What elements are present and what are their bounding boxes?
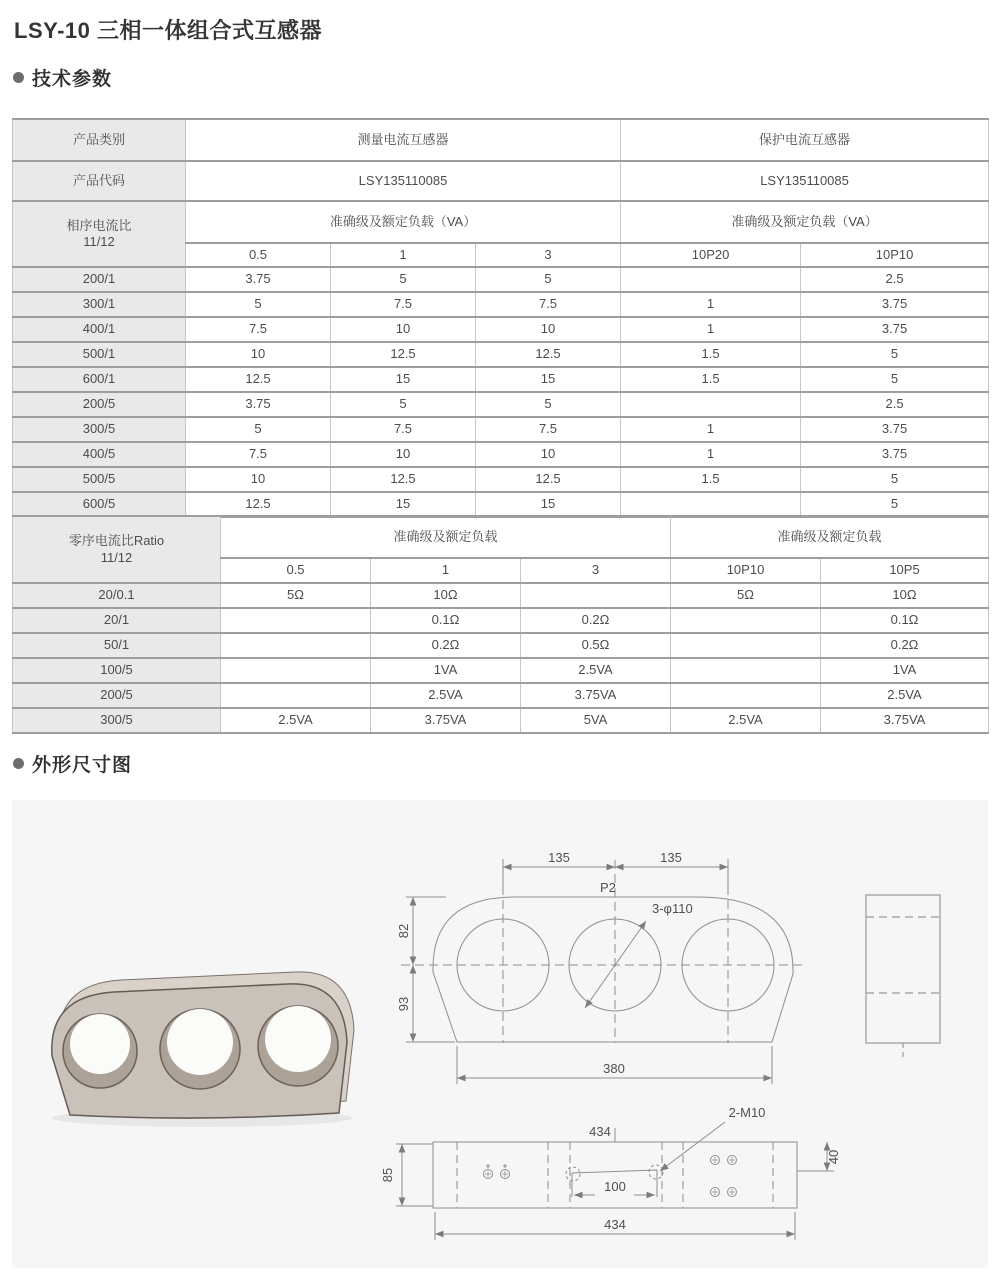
value-cell: 0.2Ω xyxy=(371,633,521,658)
code-protect-cell: LSY135110085 xyxy=(621,161,989,201)
burden-protect-cell: 准确级及额定负载 xyxy=(671,516,989,558)
value-cell: 3.75 xyxy=(186,392,331,417)
phase-ct-table xyxy=(12,118,989,518)
section-title-tech-params: 技术参数 xyxy=(32,69,113,90)
table-row xyxy=(13,683,989,708)
value-cell: 10 xyxy=(476,442,621,467)
value-cell: 5 xyxy=(186,417,331,442)
class-col-cell: 10P10 xyxy=(671,558,821,583)
value-cell: 2.5 xyxy=(801,392,989,417)
class-col-cell: 1 xyxy=(331,243,476,267)
value-cell: 1.5 xyxy=(621,467,801,492)
class-col-cell: 10P5 xyxy=(821,558,989,583)
value-cell: 2.5VA xyxy=(821,683,989,708)
page-title: LSY-10 三相一体组合式互感器 xyxy=(14,18,322,43)
value-cell: 1VA xyxy=(371,658,521,683)
ratio-header-cell xyxy=(13,201,186,267)
value-cell: 12.5 xyxy=(476,467,621,492)
value-cell xyxy=(671,608,821,633)
table-row-category xyxy=(13,119,989,161)
ratio-cell: 20/1 xyxy=(13,608,221,633)
value-cell: 10 xyxy=(331,442,476,467)
dimension-drawing xyxy=(12,800,988,1268)
value-cell: 5 xyxy=(801,342,989,367)
ratio-cell: 200/1 xyxy=(13,267,186,292)
code-measure-cell: LSY135110085 xyxy=(186,161,621,201)
label-2-m10: 2-M10 xyxy=(728,1105,766,1120)
class-col-cell: 3 xyxy=(521,558,671,583)
burden-measure-cell: 准确级及额定负载（VA） xyxy=(186,201,621,243)
class-col-cell: 10P20 xyxy=(621,243,801,267)
dim-434-bottom: 434 xyxy=(604,1217,626,1232)
value-cell: 10Ω xyxy=(371,583,521,608)
value-cell: 10 xyxy=(331,317,476,342)
value-cell: 7.5 xyxy=(331,417,476,442)
ratio-cell: 200/5 xyxy=(13,392,186,417)
section-bullet-icon xyxy=(13,758,24,769)
value-cell: 15 xyxy=(476,492,621,517)
phase-ct-table-wrap xyxy=(12,118,988,518)
ratio-header-cell xyxy=(13,516,221,583)
value-cell: 5 xyxy=(186,292,331,317)
burden-measure-cell: 准确级及额定负载 xyxy=(221,516,671,558)
table-row-burden-header xyxy=(13,516,989,558)
value-cell: 2.5VA xyxy=(221,708,371,733)
zero-seq-table xyxy=(12,515,989,734)
value-cell: 1 xyxy=(621,292,801,317)
value-cell: 3.75 xyxy=(801,317,989,342)
ratio-cell: 100/5 xyxy=(13,658,221,683)
product-hole xyxy=(63,1014,137,1088)
value-cell: 10 xyxy=(476,317,621,342)
class-col-cell: 3 xyxy=(476,243,621,267)
bottom-view-labels xyxy=(380,1105,841,1232)
value-cell xyxy=(221,683,371,708)
bottom-hidden-lines xyxy=(457,1142,773,1208)
value-cell: 5 xyxy=(801,367,989,392)
side-outline xyxy=(866,895,940,1043)
ratio-cell: 600/1 xyxy=(13,367,186,392)
value-cell xyxy=(621,392,801,417)
table-row xyxy=(13,467,989,492)
value-cell xyxy=(521,583,671,608)
section-bullet-icon xyxy=(13,72,24,83)
value-cell: 7.5 xyxy=(476,417,621,442)
ratio-header-line1: 相序电流比 xyxy=(66,217,132,233)
slot-hole-left xyxy=(566,1167,580,1181)
hole-crosses xyxy=(486,1164,507,1168)
side-view-drawing xyxy=(866,895,940,1058)
ratio-cell: 500/1 xyxy=(13,342,186,367)
value-cell: 7.5 xyxy=(186,317,331,342)
table-row xyxy=(13,342,989,367)
section-heading-dimensions xyxy=(13,750,132,777)
product-hole xyxy=(258,1006,338,1086)
ratio-cell: 600/5 xyxy=(13,492,186,517)
value-cell: 5 xyxy=(331,392,476,417)
value-cell: 10Ω xyxy=(821,583,989,608)
table-row-product-code xyxy=(13,161,989,201)
table-row xyxy=(13,492,989,517)
ratio-cell: 300/5 xyxy=(13,708,221,733)
ratio-cell: 200/5 xyxy=(13,683,221,708)
value-cell: 3.75VA xyxy=(371,708,521,733)
class-col-cell: 0.5 xyxy=(186,243,331,267)
dim-100: 100 xyxy=(604,1179,626,1194)
value-cell: 12.5 xyxy=(331,467,476,492)
class-col-cell: 10P10 xyxy=(801,243,989,267)
value-cell xyxy=(221,608,371,633)
value-cell: 3.75 xyxy=(801,442,989,467)
value-cell xyxy=(671,658,821,683)
value-cell: 2.5VA xyxy=(671,708,821,733)
value-cell: 15 xyxy=(476,367,621,392)
category-measure-cell: 测量电流互感器 xyxy=(186,119,621,161)
value-cell xyxy=(671,683,821,708)
value-cell xyxy=(221,658,371,683)
ratio-header-line1: 零序电流比Ratio xyxy=(68,533,165,549)
dim-82: 82 xyxy=(396,923,411,939)
table-row-burden-header xyxy=(13,201,989,243)
table-row xyxy=(13,417,989,442)
leader-bolts xyxy=(660,1122,725,1171)
product-hole xyxy=(160,1009,240,1089)
burden-protect-cell: 准确级及额定负载（VA） xyxy=(621,201,989,243)
side-hidden-lines xyxy=(866,917,940,993)
category-protect-cell: 保护电流互感器 xyxy=(621,119,989,161)
value-cell: 12.5 xyxy=(331,342,476,367)
value-cell: 0.2Ω xyxy=(821,633,989,658)
value-cell: 5Ω xyxy=(671,583,821,608)
label-3-phi-110: 3-φ110 xyxy=(652,901,693,916)
value-cell: 2.5VA xyxy=(371,683,521,708)
value-cell: 3.75VA xyxy=(521,683,671,708)
section-heading-tech-params xyxy=(13,64,112,91)
dim-40: 40 xyxy=(826,1149,841,1165)
value-cell: 2.5 xyxy=(801,267,989,292)
ratio-cell: 300/5 xyxy=(13,417,186,442)
ratio-cell: 400/5 xyxy=(13,442,186,467)
slot-hole-right xyxy=(649,1165,663,1179)
zero-seq-table-wrap xyxy=(12,515,988,734)
dim-135-right: 135 xyxy=(660,850,682,865)
value-cell: 0.5Ω xyxy=(521,633,671,658)
class-col-cell: 0.5 xyxy=(221,558,371,583)
ratio-cell: 400/1 xyxy=(13,317,186,342)
table-row xyxy=(13,292,989,317)
value-cell: 1VA xyxy=(821,658,989,683)
value-cell: 5Ω xyxy=(221,583,371,608)
dim-93: 93 xyxy=(396,996,411,1012)
value-cell: 15 xyxy=(331,367,476,392)
value-cell xyxy=(671,633,821,658)
value-cell: 12.5 xyxy=(186,492,331,517)
value-cell: 5 xyxy=(476,267,621,292)
table-row xyxy=(13,608,989,633)
dim-434-top: 434 xyxy=(589,1124,611,1139)
table-row xyxy=(13,392,989,417)
value-cell: 7.5 xyxy=(331,292,476,317)
value-cell: 5 xyxy=(331,267,476,292)
value-cell: 3.75VA xyxy=(821,708,989,733)
value-cell: 12.5 xyxy=(476,342,621,367)
value-cell: 5VA xyxy=(521,708,671,733)
table-row xyxy=(13,583,989,608)
dimension-panel xyxy=(12,800,988,1268)
value-cell: 0.2Ω xyxy=(521,608,671,633)
table-row xyxy=(13,708,989,733)
section-title-dimensions: 外形尺寸图 xyxy=(32,755,133,776)
code-label-cell: 产品代码 xyxy=(13,161,186,201)
ratio-header-line2: 11/12 xyxy=(83,234,115,249)
value-cell xyxy=(221,633,371,658)
value-cell: 12.5 xyxy=(186,367,331,392)
value-cell: 0.1Ω xyxy=(821,608,989,633)
value-cell: 1 xyxy=(621,442,801,467)
value-cell: 2.5VA xyxy=(521,658,671,683)
ratio-cell: 300/1 xyxy=(13,292,186,317)
dim-135-left: 135 xyxy=(548,850,570,865)
table-row xyxy=(13,442,989,467)
table-row xyxy=(13,658,989,683)
ratio-cell: 500/5 xyxy=(13,467,186,492)
dim-380: 380 xyxy=(603,1061,625,1076)
value-cell: 7.5 xyxy=(186,442,331,467)
table-row xyxy=(13,367,989,392)
value-cell: 3.75 xyxy=(186,267,331,292)
dim-85: 85 xyxy=(380,1167,395,1183)
class-col-cell: 1 xyxy=(371,558,521,583)
value-cell: 10 xyxy=(186,342,331,367)
value-cell: 5 xyxy=(801,467,989,492)
table-row xyxy=(13,317,989,342)
table-row xyxy=(13,633,989,658)
value-cell: 7.5 xyxy=(476,292,621,317)
ratio-header-line2: 11/12 xyxy=(100,549,133,565)
label-p2: P2 xyxy=(600,880,616,895)
ratio-cell: 50/1 xyxy=(13,633,221,658)
value-cell: 5 xyxy=(801,492,989,517)
value-cell xyxy=(621,267,801,292)
ratio-cell: 20/0.1 xyxy=(13,583,221,608)
value-cell: 1 xyxy=(621,317,801,342)
value-cell: 15 xyxy=(331,492,476,517)
product-photo xyxy=(52,972,354,1127)
value-cell: 10 xyxy=(186,467,331,492)
value-cell: 5 xyxy=(476,392,621,417)
value-cell: 1 xyxy=(621,417,801,442)
value-cell: 3.75 xyxy=(801,417,989,442)
value-cell: 3.75 xyxy=(801,292,989,317)
value-cell: 1.5 xyxy=(621,367,801,392)
table-row xyxy=(13,267,989,292)
value-cell xyxy=(621,492,801,517)
value-cell: 1.5 xyxy=(621,342,801,367)
value-cell: 0.1Ω xyxy=(371,608,521,633)
category-label-cell: 产品类别 xyxy=(13,119,186,161)
